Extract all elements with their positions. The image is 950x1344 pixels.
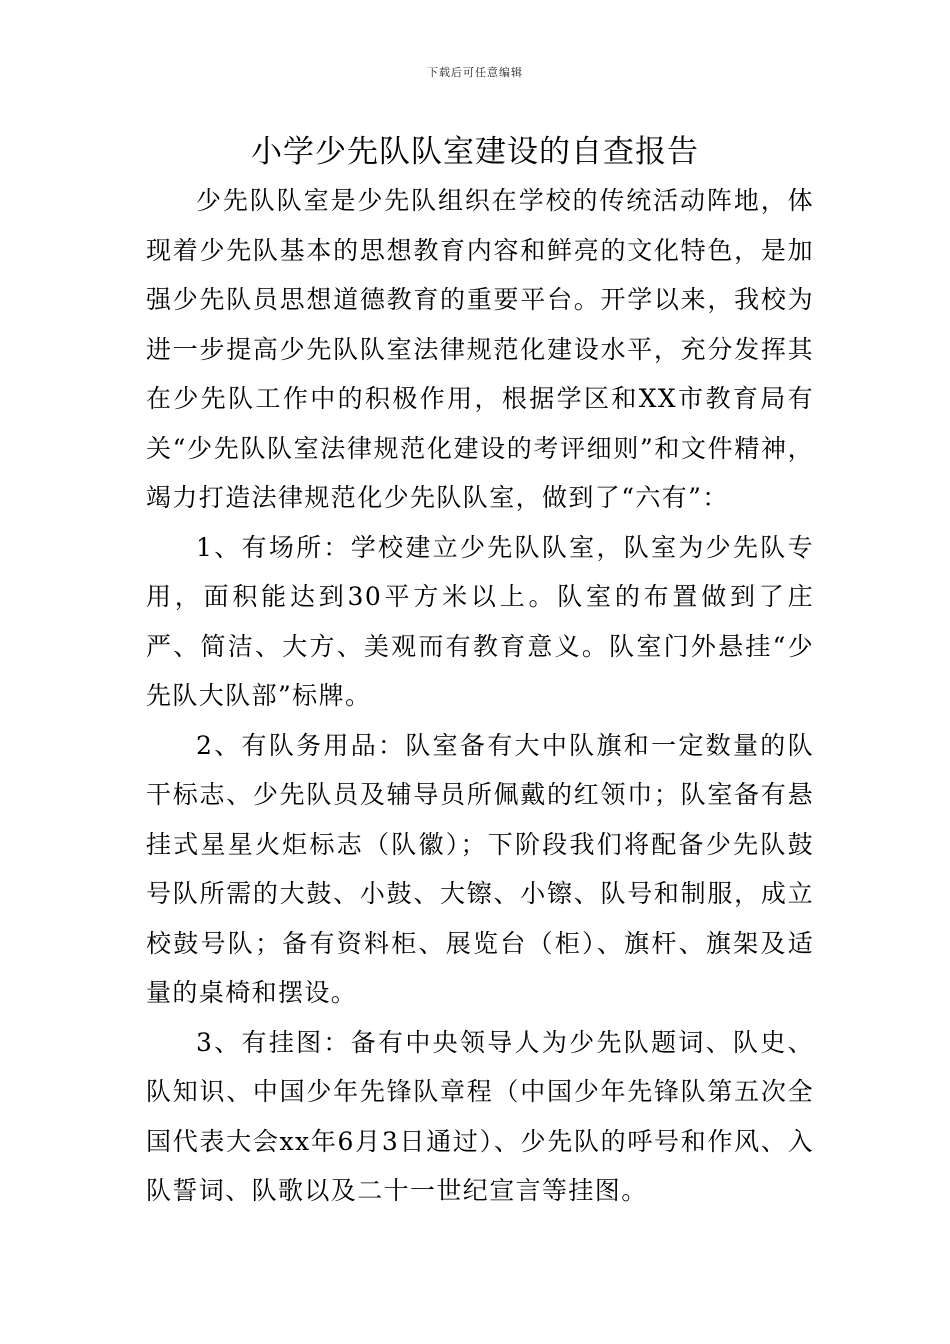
document-title: 小学少先队队室建设的自查报告 (251, 134, 699, 170)
paragraph-item-2: 2、有队务用品：队室备有大中队旗和一定数量的队干标志、少先队员及辅导员所佩戴的红领巾；队室备有悬挂式星星火炬标志（队徽）；下阶段我们将配备少先队鼓号队所需的大鼓、小鼓、大镲、小镲、队号和制服，成立校鼓号队；备有资料柜、展览台（柜）、旗杆、旗架及适量的桌椅和摆设。 (146, 730, 814, 1007)
header-note: 下载后可任意编辑 (427, 66, 523, 79)
paragraph-item-3: 3、有挂图：备有中央领导人为少先队题词、队史、队知识、中国少年先锋队章程（中国少年先锋队第五次全国代表大会xx年6月3日通过）、少先队的呼号和作风、入队誓词、队歌以及二十一世纪宣言等挂图。 (146, 1027, 814, 1205)
paragraph-item-1: 1、有场所：学校建立少先队队室，队室为少先队专用，面积能达到30平方米以上。队室的布置做到了庄严、简洁、大方、美观而有教育意义。队室门外悬挂“少先队大队部”标牌。 (146, 532, 814, 710)
document-body (146, 176, 814, 1216)
paragraph-intro: 少先队队室是少先队组织在学校的传统活动阵地，体现着少先队基本的思想教育内容和鲜亮的文化特色，是加强少先队员思想道德教育的重要平台。开学以来，我校为进一步提高少先队队室法律规范化建设水平，充分发挥其在少先队工作中的积极作用，根据学区和XX市教育局有关“少先队队室法律规范化建设的考评细则”和文件精神，竭力打造法律规范化少先队队室，做到了“六有”： (146, 186, 814, 512)
